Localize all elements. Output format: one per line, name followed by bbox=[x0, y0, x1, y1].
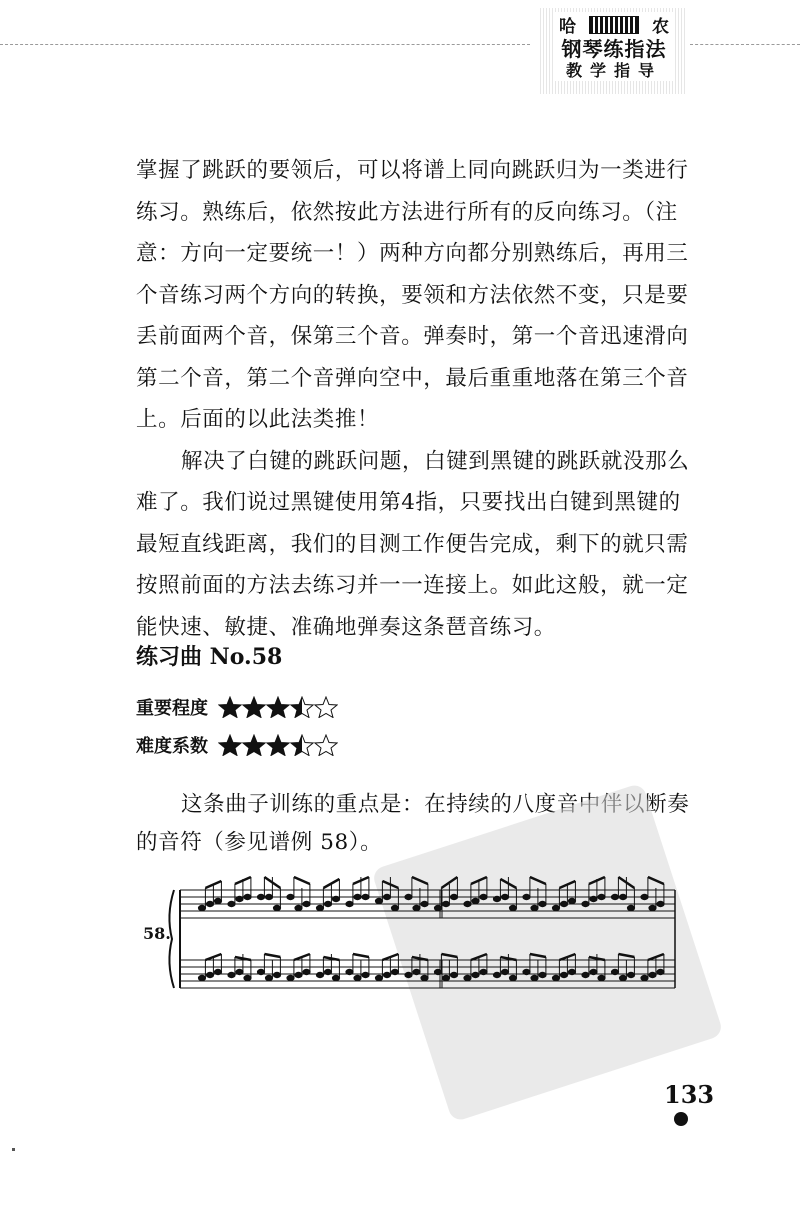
paragraph-1: 掌握了跳跃的要领后，可以将谱上同向跳跃归为一类进行练习。熟练后，依然按此方法进行所有的反向练习。（注意：方向一定要统一！）两种方向都分别熟练后，再用三个音练习两个方向的转换，要领和方法依然不变，只是要丢前面两个音，保第三个音。弹奏时，第一个音迅速滑向第二个音，第二个音弹向空中，最后重重地落在第三个音上。后面的以此法类推！ bbox=[136, 158, 689, 432]
note-head bbox=[501, 969, 508, 974]
note-head bbox=[354, 894, 361, 899]
note-head bbox=[472, 898, 479, 903]
note-head bbox=[324, 969, 331, 974]
note-head bbox=[265, 975, 272, 980]
running-header bbox=[555, 12, 673, 81]
note-head bbox=[582, 972, 589, 977]
etude-intro-text: 这条曲子训练的重点是：在持续的八度音中伴以断奏的音符（参见谱例 58）。 bbox=[136, 792, 690, 855]
difficulty-rating-row bbox=[136, 732, 338, 758]
note-head bbox=[295, 905, 302, 910]
note-head bbox=[552, 975, 559, 980]
note-head bbox=[649, 905, 656, 910]
note-head bbox=[316, 905, 323, 910]
note-head bbox=[539, 901, 546, 906]
star-half-icon bbox=[290, 696, 314, 718]
note-head bbox=[493, 896, 500, 901]
note-head bbox=[590, 896, 597, 901]
etude-title: 练习曲 No.58 bbox=[136, 644, 283, 670]
note-head bbox=[657, 969, 664, 974]
note-head bbox=[598, 975, 605, 980]
note-head bbox=[649, 972, 656, 977]
header-book-subtitle: 教学指导 bbox=[565, 61, 662, 80]
note-head bbox=[265, 894, 272, 899]
star-filled-icon bbox=[242, 696, 266, 718]
note-head bbox=[236, 969, 243, 974]
note-head bbox=[383, 972, 390, 977]
note-head bbox=[257, 894, 264, 899]
note-head bbox=[590, 969, 597, 974]
note-head bbox=[627, 972, 634, 977]
note-head bbox=[552, 905, 559, 910]
note-head bbox=[531, 975, 538, 980]
note-head bbox=[228, 901, 235, 906]
note-head bbox=[421, 901, 428, 906]
note-head bbox=[523, 894, 530, 899]
note-head bbox=[464, 901, 471, 906]
note-head bbox=[493, 972, 500, 977]
note-head bbox=[244, 894, 251, 899]
note-head bbox=[509, 975, 516, 980]
page-ornament-dot bbox=[674, 1112, 688, 1126]
note-head bbox=[421, 975, 428, 980]
note-head bbox=[228, 972, 235, 977]
note-head bbox=[332, 896, 339, 901]
score-notes bbox=[198, 877, 664, 981]
note-head bbox=[362, 894, 369, 899]
note-head bbox=[244, 975, 251, 980]
note-head bbox=[531, 905, 538, 910]
note-head bbox=[442, 901, 449, 906]
body-text bbox=[136, 150, 696, 648]
note-head bbox=[324, 901, 331, 906]
note-head bbox=[295, 972, 302, 977]
note-head bbox=[198, 975, 205, 980]
note-head bbox=[434, 905, 441, 910]
header-book-title: 钢琴练指法 bbox=[561, 37, 667, 61]
note-head bbox=[539, 972, 546, 977]
note-head bbox=[657, 901, 664, 906]
note-head bbox=[206, 901, 213, 906]
note-head bbox=[627, 905, 634, 910]
importance-stars bbox=[218, 696, 338, 718]
note-head bbox=[346, 969, 353, 974]
note-head bbox=[480, 894, 487, 899]
note-head bbox=[442, 975, 449, 980]
note-head bbox=[619, 894, 626, 899]
note-head bbox=[568, 898, 575, 903]
note-head bbox=[560, 901, 567, 906]
note-head bbox=[472, 972, 479, 977]
note-head bbox=[214, 898, 221, 903]
star-filled-icon bbox=[218, 696, 242, 718]
header-char-right: 农 bbox=[652, 17, 669, 37]
header-char-left: 哈 bbox=[559, 17, 576, 37]
note-head bbox=[362, 972, 369, 977]
header-dashed-rule-right bbox=[690, 44, 800, 45]
piano-keys-icon bbox=[589, 16, 639, 34]
note-head bbox=[405, 972, 412, 977]
note-head bbox=[450, 972, 457, 977]
note-head bbox=[346, 901, 353, 906]
note-head bbox=[316, 972, 323, 977]
note-head bbox=[568, 969, 575, 974]
note-head bbox=[206, 972, 213, 977]
music-score-example bbox=[140, 870, 700, 1020]
star-filled-icon bbox=[242, 734, 266, 756]
note-head bbox=[413, 969, 420, 974]
note-head bbox=[257, 969, 264, 974]
importance-rating-row bbox=[136, 694, 338, 720]
difficulty-stars bbox=[218, 734, 338, 756]
note-head bbox=[375, 975, 382, 980]
note-head bbox=[405, 894, 412, 899]
note-head bbox=[611, 969, 618, 974]
star-filled-icon bbox=[266, 734, 290, 756]
note-head bbox=[287, 894, 294, 899]
note-head bbox=[332, 975, 339, 980]
note-head bbox=[464, 975, 471, 980]
note-head bbox=[641, 894, 648, 899]
note-head bbox=[611, 894, 618, 899]
note-head bbox=[598, 894, 605, 899]
note-head bbox=[287, 975, 294, 980]
note-head bbox=[375, 898, 382, 903]
score-example-number: 58. bbox=[143, 924, 171, 943]
importance-label: 重要程度 bbox=[136, 698, 208, 719]
note-head bbox=[214, 969, 221, 974]
note-head bbox=[273, 905, 280, 910]
page-number: 133 bbox=[664, 1080, 715, 1109]
note-head bbox=[480, 969, 487, 974]
paragraph-2: 解决了白键的跳跃问题，白键到黑键的跳跃就没那么难了。我们说过黑键使用第4指，只要找出白键到黑键的最短直线距离，我们的目测工作便告完成，剩下的就只需按照前面的方法去练习并一一连接上。如此这般，就一定能快速、敏捷、准确地弹奏这条琶音练习。 bbox=[136, 448, 690, 640]
star-empty-icon bbox=[314, 734, 338, 756]
note-head bbox=[413, 905, 420, 910]
scan-speck bbox=[12, 1148, 15, 1151]
star-filled-icon bbox=[266, 696, 290, 718]
note-head bbox=[303, 901, 310, 906]
note-head bbox=[303, 969, 310, 974]
note-head bbox=[509, 905, 516, 910]
star-filled-icon bbox=[218, 734, 242, 756]
star-half-icon bbox=[290, 734, 314, 756]
note-head bbox=[383, 894, 390, 899]
note-head bbox=[236, 896, 243, 901]
difficulty-label: 难度系数 bbox=[136, 736, 208, 757]
note-head bbox=[273, 972, 280, 977]
note-head bbox=[198, 905, 205, 910]
header-dashed-rule bbox=[0, 44, 530, 45]
note-head bbox=[523, 969, 530, 974]
note-head bbox=[641, 975, 648, 980]
note-head bbox=[619, 975, 626, 980]
note-head bbox=[560, 972, 567, 977]
star-empty-icon bbox=[314, 696, 338, 718]
note-head bbox=[501, 894, 508, 899]
note-head bbox=[354, 975, 361, 980]
note-head bbox=[582, 901, 589, 906]
note-head bbox=[391, 969, 398, 974]
staff-brace bbox=[169, 890, 174, 988]
note-head bbox=[434, 969, 441, 974]
note-head bbox=[450, 894, 457, 899]
note-head bbox=[391, 905, 398, 910]
